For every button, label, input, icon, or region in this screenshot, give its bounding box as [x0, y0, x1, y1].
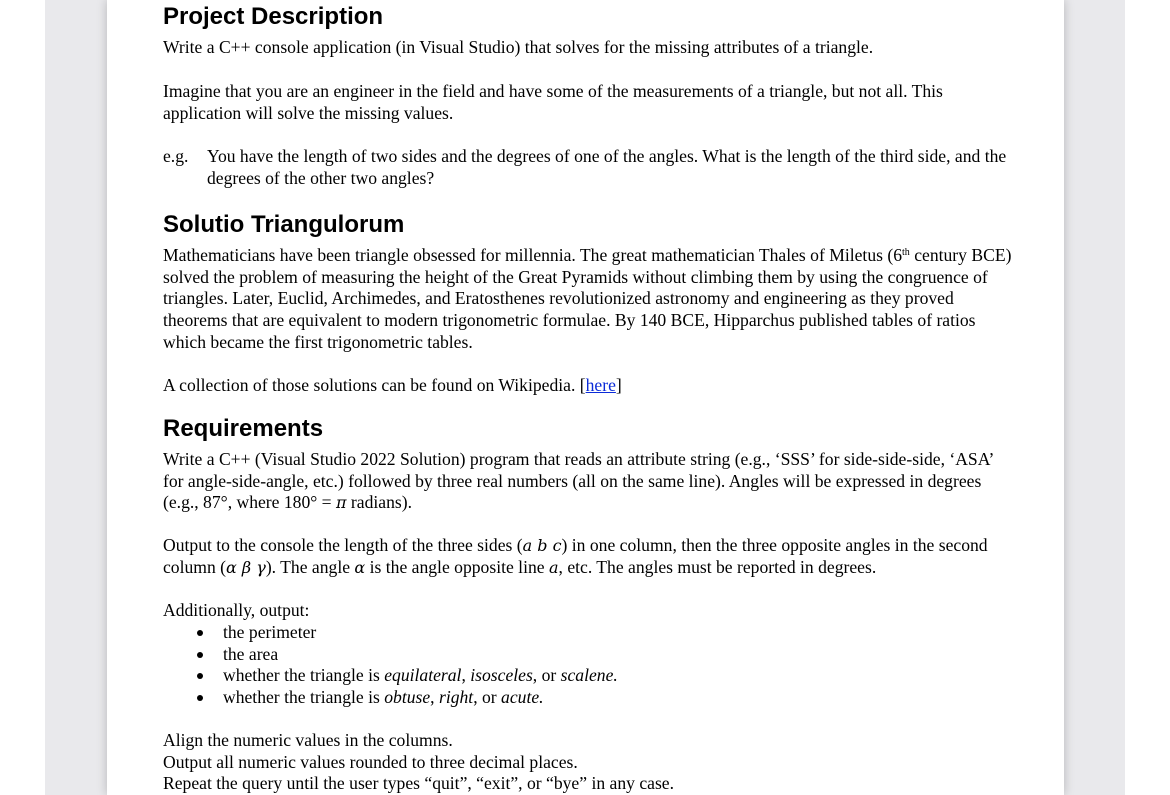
req-p2-c: ). The angle: [265, 556, 355, 577]
example-label: e.g.: [163, 146, 189, 166]
bullet-4-text: whether the triangle is: [223, 687, 385, 708]
line-repeat-query: Repeat the query until the user types “quit”, “exit”, or “bye” in any case.: [163, 773, 675, 794]
req-p1-end: radians).: [346, 492, 412, 513]
bullet-3-text: whether the triangle is: [223, 665, 385, 686]
bullet-3-sep2: , or: [532, 665, 561, 686]
pi-symbol: π: [336, 493, 347, 513]
bullet-area: the area: [163, 644, 618, 666]
solutio-paragraph-1: [163, 245, 1013, 354]
project-paragraph-1: Write a C++ console application (in Visual Studio) that solves for the missing attributes of a triangle.: [163, 37, 874, 57]
bullet-4-sep1: ,: [430, 687, 439, 708]
ordinal-suffix: th: [902, 247, 910, 258]
solutio-p2-b: ]: [615, 375, 622, 395]
example-text: You have the length of two sides and the degrees of one of the angles. What is the length of the third side, and the degrees of the other two angles?: [207, 146, 1007, 188]
a-variable: a: [548, 557, 559, 577]
angle-variables: α β γ: [226, 557, 266, 577]
bullet-triangle-type-sides: [163, 665, 618, 687]
bullet-triangle-type-angles: [163, 687, 618, 709]
term-acute: acute.: [501, 687, 544, 708]
wikipedia-here-link[interactable]: here: [585, 375, 616, 395]
heading-solutio-triangulorum: Solutio Triangulorum: [163, 211, 405, 238]
output-bullet-list: [163, 622, 618, 709]
term-right: right: [438, 687, 474, 708]
bullet-3-sep1: ,: [461, 665, 471, 686]
bullet-perimeter: the perimeter: [163, 622, 618, 644]
additionally-label: Additionally, output:: [163, 600, 310, 620]
sides-variables: a b c: [522, 536, 562, 555]
heading-requirements: Requirements: [163, 415, 324, 442]
project-paragraph-2: Imagine that you are an engineer in the field and have some of the measurements of a triangle, but not all. This application will solve the missing values.: [163, 81, 943, 123]
solutio-p1-b: century BCE) solved the problem of measuring the height of the Great Pyramids without climbing them by using the congruence of triangles. Later, Euclid, Archimedes, and Eratosthenes revolutionized astronomy and engineering as they proved theorems that are equivalent to modern trigonometric formulae. By 140 BCE, Hipparchus published tables of ratios which became the first trigonometric tables.: [163, 245, 1012, 352]
term-obtuse: obtuse: [384, 687, 431, 708]
req-p2-b: ) in one column, then the three opposite angles in the second column (: [163, 535, 988, 577]
requirements-paragraph-2: [163, 535, 1013, 578]
heading-project-description: Project Description: [163, 3, 384, 30]
alpha-symbol: α: [354, 557, 366, 577]
term-equilateral: equilateral: [384, 665, 462, 686]
line-align-columns: Align the numeric values in the columns.: [163, 730, 453, 750]
req-p1-text: Write a C++ (Visual Studio 2022 Solution) program that reads an attribute string (e.g., ‘SSS’ for side-side-side, ‘ASA’ for angle-side-angle, etc.) followed by three real numbers (all on the same line). Angles will be expressed in degrees (e.g., 87°, where 180° =: [163, 449, 994, 513]
req-p2-a: Output to the console the length of the three sides (: [163, 535, 523, 555]
term-isosceles: isosceles: [470, 665, 533, 686]
line-round-decimals: Output all numeric values rounded to three decimal places.: [163, 751, 578, 772]
req-p2-e: , etc. The angles must be reported in degrees.: [558, 556, 877, 577]
requirements-closing-lines: [163, 730, 1013, 795]
solutio-p2-a: A collection of those solutions can be found on Wikipedia. [: [163, 375, 586, 395]
requirements-paragraph-1: [163, 449, 1013, 514]
document-page: [107, 0, 1064, 795]
solutio-paragraph-2: [163, 375, 1013, 397]
term-scalene: scalene.: [560, 665, 618, 686]
bullet-4-sep2: , or: [473, 687, 502, 708]
req-p2-d: is the angle opposite line: [365, 556, 549, 577]
solutio-p1-a: Mathematicians have been triangle obsessed for millennia. The great mathematician Thales of Miletus (6: [163, 245, 903, 265]
